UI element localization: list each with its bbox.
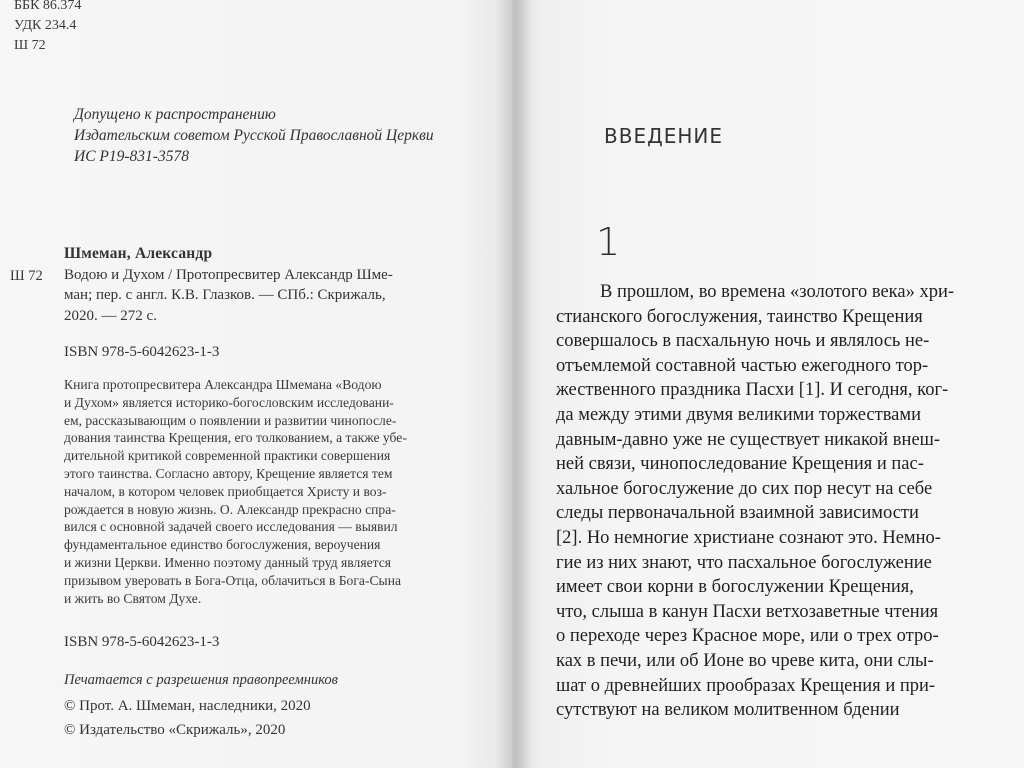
body-line-text: да между этими двумя великими торжествами [556, 404, 922, 425]
body-line-text: ках в печи, или об Ионе во чреве кита, они слы- [556, 650, 934, 671]
body-line [556, 477, 976, 502]
permit-line: Издательским советом Русской Православной Церкви [74, 127, 434, 144]
body-line [556, 526, 976, 551]
annotation-line: и жизни Церкви. Именно поэтому данный труд является [64, 554, 392, 570]
section-heading: ВВЕДЕНИЕ [604, 124, 723, 148]
body-line-text: В прошлом, во времена «золотого века» хри- [600, 282, 955, 302]
udk-code: УДК 234.4 [14, 18, 77, 33]
author-name: Шмеман, Александр [64, 245, 213, 262]
annotation-line: призывом уверовать в Бога-Отца, облачиться в Бога-Сына [64, 572, 402, 588]
body-line [556, 378, 976, 403]
annotation-line: и жить во Святом Духе. [64, 590, 202, 606]
body-line [556, 575, 976, 600]
chapter-number: 1 [596, 220, 621, 264]
body-line [556, 305, 976, 330]
body-line-text: шат о древнейших прообразах Крещения и при- [556, 675, 936, 696]
body-line [556, 551, 976, 576]
bibliographic-record [64, 244, 454, 326]
bbk-code: ББК 86.374 [14, 0, 82, 13]
copyright-author: © Прот. А. Шмеман, наследники, 2020 [64, 698, 311, 714]
annotation-line: этого таинства. Согласно автору, Крещение является тем [64, 465, 393, 481]
body-line-text: [2]. Но немногие христиане сознают это. Немно- [556, 527, 941, 548]
printed-permission-note: Печатается с разрешения правопреемников [64, 672, 338, 688]
body-line-text: сутствуют на великом молитвенном бдении [556, 700, 900, 721]
title-line: Водою и Духом / Протопресвитер Александр Шме- [64, 266, 393, 283]
body-text [556, 280, 976, 723]
body-line-text: отъемлемой составной частью ежегодного тор- [556, 355, 929, 376]
body-line-text: что, слыша в канун Пасхи ветхозаветные чтения [556, 601, 939, 622]
copyright-publisher: © Издательство «Скрижаль», 2020 [64, 722, 286, 738]
body-line-text: совершалось в пасхальную ночь и являлось не- [556, 331, 930, 352]
classification-codes [14, 0, 81, 56]
body-line-text: стианского богослужения, таинство Крещения [556, 306, 923, 327]
annotation [64, 376, 450, 607]
body-line [556, 280, 976, 305]
body-line-text: жественного праздника Пасхи [1]. И сегодня, ког- [556, 380, 949, 401]
body-line-text: хальное богослужение до сих пор несут на себе [556, 478, 933, 499]
annotation-line: Книга протопресвитера Александра Шмемана «Водою [64, 377, 382, 392]
side-author-sign: Ш 72 [10, 268, 43, 284]
annotation-line: началом, в котором человек приобщается Христу и воз- [64, 483, 387, 499]
body-line [556, 600, 976, 625]
annotation-line: рождается в новую жизнь. О. Александр прекрасно спра- [64, 501, 396, 517]
annotation-line: вился с основной задачей своего исследования — выявил [64, 519, 398, 535]
isbn-bottom: ISBN 978-5-6042623-1-3 [64, 634, 220, 650]
annotation-line: дительной критикой современной практики совершения [64, 448, 391, 464]
author-sign: Ш 72 [14, 38, 46, 53]
body-line [556, 674, 976, 699]
publication-permit [74, 104, 434, 167]
isbn-top: ISBN 978-5-6042623-1-3 [64, 344, 220, 360]
body-line-text: следы первоначальной взаимной зависимости [556, 503, 919, 524]
body-line [556, 501, 976, 526]
title-line: 2020. — 272 с. [64, 307, 157, 324]
annotation-line: ем, рассказывающим о появлении и развитии чинопосле- [64, 412, 397, 428]
annotation-line: дования таинства Крещения, его толкованием, а также убе- [64, 430, 407, 446]
body-line [556, 649, 976, 674]
body-line [556, 452, 976, 477]
permit-number: ИС Р19-831-3578 [74, 148, 189, 165]
body-line [556, 329, 976, 354]
body-line-text: о переходе через Красное море, или о трех отро- [556, 626, 939, 647]
permit-line: Допущено к распространению [74, 106, 276, 123]
body-line-text: имеет свои корни в богослужении Крещения, [556, 577, 914, 598]
body-line [556, 428, 976, 453]
body-line [556, 403, 976, 428]
body-line-text: ней связи, чинопоследование Крещения и пас- [556, 454, 924, 475]
body-line [556, 624, 976, 649]
body-line-text: давным-давно уже не существует никакой внеш- [556, 429, 941, 450]
body-line [556, 698, 976, 723]
body-line [556, 354, 976, 379]
annotation-line: и Духом» является историко-богословским исследовани- [64, 394, 394, 410]
book-gutter [496, 0, 532, 768]
body-line-text: гие из них знают, что пасхальное богослужение [556, 552, 932, 573]
annotation-line: фундаментальное единство богослужения, вероучения [64, 537, 381, 553]
title-line: ман; пер. с англ. К.В. Глазков. — СПб.: Скрижаль, [64, 287, 386, 303]
